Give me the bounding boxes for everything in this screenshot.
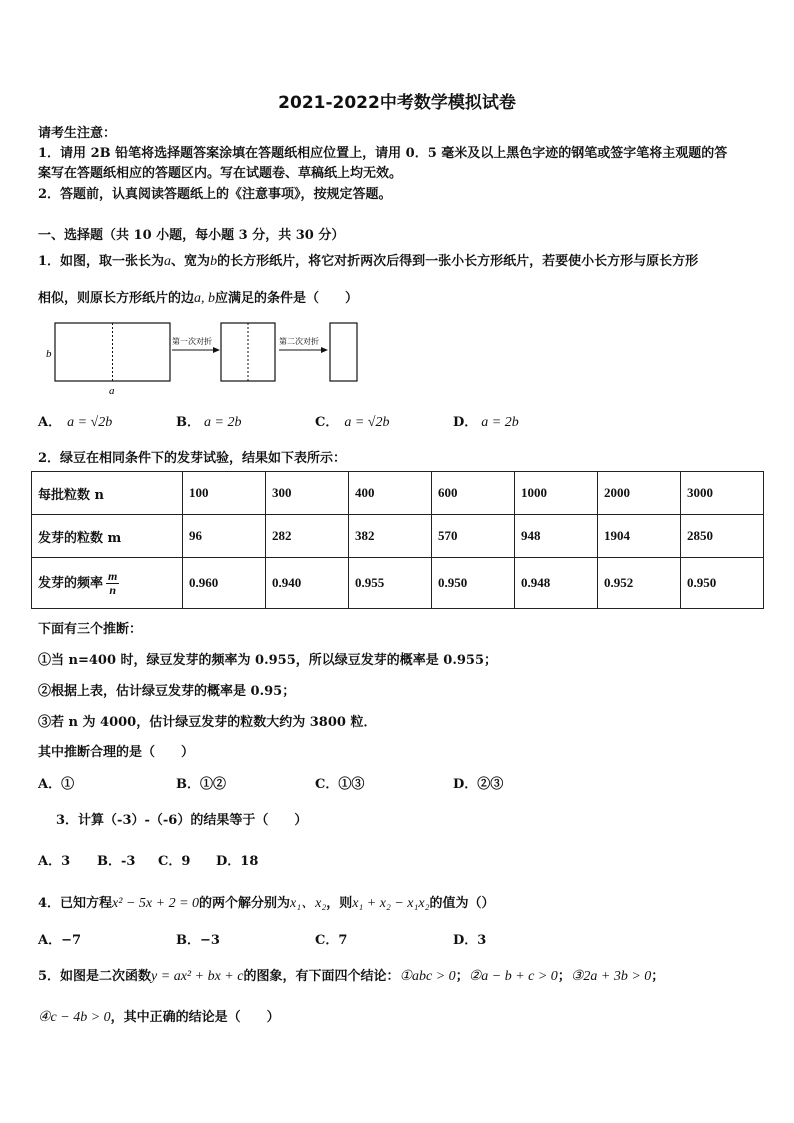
q4-option-b[interactable]: B．−3 [176, 933, 220, 948]
q4-option-c[interactable]: C．7 [315, 933, 348, 948]
row-header: 发芽的粒数 m [32, 515, 183, 558]
table-cell: 3000 [681, 472, 764, 515]
table-cell: 0.948 [515, 558, 598, 609]
fold-label-2: 第二次对折 [279, 337, 319, 346]
q5-stem: 5．如图是二次函数y = ax² + bx + c的图象，有下面四个结论：①abc > 0；②a − b + c > 0；③2a + 3b > 0； [38, 969, 665, 984]
q3-option-a[interactable]: A．3 [38, 854, 71, 869]
table-cell: 100 [183, 472, 266, 515]
q1-text-b: 、宽为 [171, 254, 211, 269]
q2-option-b[interactable]: B．①② [176, 777, 226, 792]
q2-question: 其中推断合理的是（ ） [38, 745, 195, 760]
table-cell: 0.940 [266, 558, 349, 609]
q5-stem-line-2: ④c − 4b > 0，其中正确的结论是（ ） [38, 1010, 280, 1025]
q1-var-a: a [164, 254, 172, 269]
table-cell: 0.952 [598, 558, 681, 609]
q4-option-d[interactable]: D．3 [453, 933, 487, 948]
q2-inference-3: ③若 n 为 4000，估计绿豆发芽的粒数大约为 3800 粒． [38, 715, 377, 730]
table-cell: 300 [266, 472, 349, 515]
arrow-1-head [213, 347, 220, 353]
row-header: 每批粒数 n [32, 472, 183, 515]
table-row [32, 515, 764, 558]
q5-conclusion-4: ④c − 4b > 0 [38, 1010, 111, 1025]
page-title: 2021-2022中考数学模拟试卷 [278, 93, 516, 113]
q3-option-c[interactable]: C．9 [158, 854, 191, 869]
q3-option-b[interactable]: B．-3 [97, 854, 136, 869]
table-cell: 0.955 [349, 558, 432, 609]
notice-line-2: 2．答题前，认真阅读答题纸上的《注意事项》，按规定答题。 [38, 187, 392, 202]
q1-option-d[interactable]: D． a = 2b [453, 415, 519, 430]
q5-conclusion-2: ②a − b + c > 0 [468, 969, 558, 984]
q4-option-a[interactable]: A．−7 [38, 933, 82, 948]
notice-heading: 请考生注意： [38, 126, 117, 141]
table-cell: 2000 [598, 472, 681, 515]
q1-vars-ab: a, b [194, 291, 216, 306]
table-cell: 2850 [681, 515, 764, 558]
q1-option-a[interactable]: A． a = √2b [38, 415, 113, 430]
q2-intro: 下面有三个推断： [38, 622, 143, 637]
q1-text-d: 相似，则原长方形纸片的边 [38, 291, 195, 306]
table-cell: 382 [349, 515, 432, 558]
q5-function: y = ax² + bx + c [151, 969, 244, 984]
q3-stem: 3．计算（-3）-（-6）的结果等于（ ） [56, 813, 308, 828]
q5-conclusion-1: ①abc > 0 [399, 969, 456, 984]
q1-text-c: 的长方形纸片，将它对折两次后得到一张小长方形纸片，若要使小长方形与原长方形 [217, 254, 699, 269]
germination-table [31, 471, 764, 609]
table-cell: 570 [432, 515, 515, 558]
diagram-label-a: a [109, 385, 115, 397]
q2-inference-2: ②根据上表，估计绿豆发芽的概率是 0.95； [38, 684, 296, 699]
frequency-fraction: $\frac{m}{n}$ [108, 568, 118, 597]
table-cell: 0.950 [681, 558, 764, 609]
table-cell: 1904 [598, 515, 681, 558]
q4-expression: x₁ + x₂ − x₁x₂ [352, 896, 430, 911]
q2-inference-1: ①当 n=400 时，绿豆发芽的频率为 0.955，所以绿豆发芽的概率是 0.955； [38, 653, 497, 668]
q2-option-a[interactable]: A．① [38, 777, 75, 792]
table-cell: 282 [266, 515, 349, 558]
fold-label-1: 第一次对折 [172, 337, 212, 346]
q2-option-c[interactable]: C．①③ [315, 777, 365, 792]
q1-line-1 [38, 250, 698, 270]
q1-text-a: 1．如图，取一张长为 [38, 254, 165, 269]
q4-equation: x² − 5x + 2 = 0 [112, 896, 200, 911]
notice-line-1b: 案写在答题纸相应的答题区内。写在试题卷、草稿纸上均无效。 [38, 166, 403, 181]
folding-diagram [44, 318, 374, 400]
table-row [32, 558, 764, 609]
q4-stem: 4．已知方程x² − 5x + 2 = 0的两个解分别为x₁、x₂，则x₁ + x₂ − x₁x₂的值为（） [38, 896, 495, 911]
q5-conclusion-3: ③2a + 3b > 0 [570, 969, 652, 984]
quarter-rectangle [330, 323, 357, 381]
table-cell: 96 [183, 515, 266, 558]
q2-stem: 2．绿豆在相同条件下的发芽试验，结果如下表所示： [38, 451, 347, 466]
table-cell: 0.960 [183, 558, 266, 609]
q2-option-d[interactable]: D．②③ [453, 777, 504, 792]
table-cell: 948 [515, 515, 598, 558]
notice-line-1a: 1．请用 2B 铅笔将选择题答案涂填在答题纸相应位置上，请用 0．5 毫米及以上黑色字迹的钢笔或签字笔将主观题的答 [38, 146, 728, 161]
q4-roots: x₁、x₂ [290, 896, 327, 911]
q1-var-b: b [210, 254, 218, 269]
q1-line-2 [38, 287, 358, 307]
table-cell: 400 [349, 472, 432, 515]
q3-option-d[interactable]: D．18 [216, 854, 259, 869]
q1-option-c[interactable]: C． a = √2b [315, 415, 390, 430]
table-cell: 0.950 [432, 558, 515, 609]
table-row [32, 472, 764, 515]
q1-text-e: 应满足的条件是（ ） [215, 291, 359, 306]
diagram-label-b: b [46, 348, 52, 360]
table-cell: 600 [432, 472, 515, 515]
section-heading: 一、选择题（共 10 小题，每小题 3 分，共 30 分） [38, 228, 345, 243]
table-cell: 1000 [515, 472, 598, 515]
q1-option-b[interactable]: B． a = 2b [176, 415, 242, 430]
arrow-2-head [321, 347, 328, 353]
row-header: 发芽的频率 $\frac{m}{n}$ [32, 558, 183, 609]
